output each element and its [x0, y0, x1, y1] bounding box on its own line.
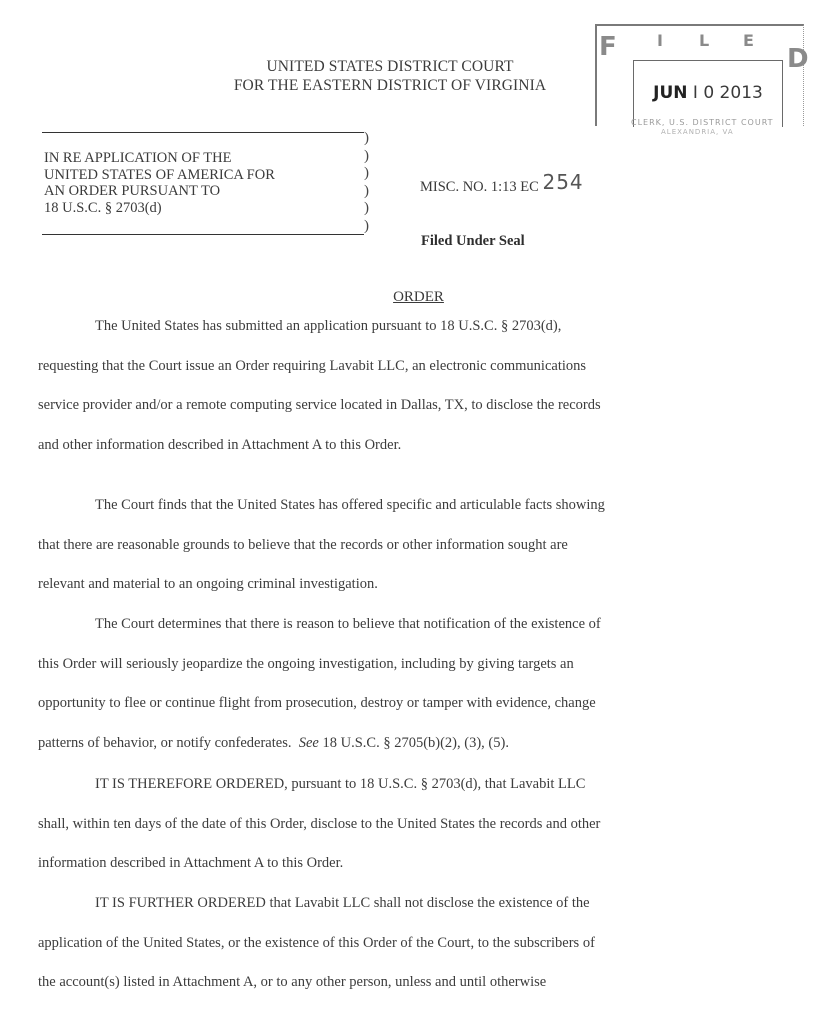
court-heading	[190, 57, 590, 95]
stamp-letter-e: E	[743, 31, 754, 50]
paragraph-application	[38, 307, 778, 466]
text-line: relevant and material to an ongoing criminal investigation.	[38, 576, 378, 593]
text-line: information described in Attachment A to this Order.	[38, 855, 344, 872]
paragraph-determination	[38, 605, 778, 764]
stamp-date	[634, 83, 782, 103]
caption-rule-bottom	[42, 234, 364, 235]
stamp-location: ALEXANDRIA, VA	[661, 128, 734, 136]
text-line: IT IS THEREFORE ORDERED, pursuant to 18 U.S.C. § 2703(d), that Lavabit LLC	[95, 776, 586, 792]
text-line: requesting that the Court issue an Order requiring Lavabit LLC, an electronic communications	[38, 357, 587, 374]
text-segment: patterns of behavior, or notify confederates.	[38, 735, 292, 752]
text-line: that there are reasonable grounds to believe that the records or other information sought are	[38, 536, 568, 553]
text-line: service provider and/or a remote computing service located in Dallas, TX, to disclose the records	[38, 397, 601, 414]
case-caption	[44, 150, 275, 216]
paren: )	[364, 130, 369, 146]
see-signal: See	[298, 735, 319, 752]
paragraph-therefore-ordered	[38, 765, 778, 884]
paren: )	[364, 147, 369, 164]
paragraph-findings	[38, 486, 778, 605]
stamp-letter-i: I	[657, 31, 663, 50]
seal-notice: Filed Under Seal	[421, 233, 525, 249]
stamp-letter-d: D	[787, 44, 809, 74]
order-title: ORDER	[393, 289, 444, 305]
text-line	[38, 724, 778, 764]
text-line: The Court finds that the United States has offered specific and articulable facts showing	[95, 497, 605, 513]
misc-label: MISC. NO. 1:13 EC	[420, 179, 539, 195]
caption-rule-top	[42, 132, 364, 133]
text-line: The Court determines that there is reason to believe that notification of the existence of	[95, 616, 601, 632]
caption-line: UNITED STATES OF AMERICA FOR	[44, 166, 275, 183]
citation: 18 U.S.C. § 2705(b)(2), (3), (5).	[322, 735, 509, 752]
stamp-letter-f: F	[599, 32, 617, 62]
paren: )	[364, 165, 369, 182]
stamp-day-year: I 0 2013	[692, 83, 763, 103]
stamp-clerk: CLERK, U.S. DISTRICT COURT	[631, 118, 774, 127]
text-line: IT IS FURTHER ORDERED that Lavabit LLC shall not disclose the existence of the	[95, 895, 590, 911]
text-line: application of the United States, or the existence of this Order of the Court, to the subscribers of	[38, 934, 595, 951]
caption-line: 18 U.S.C. § 2703(d)	[44, 199, 162, 216]
text-line: opportunity to flee or continue flight from prosecution, destroy or tamper with evidence, change	[38, 695, 596, 712]
misc-handwritten-number: 254	[542, 170, 584, 194]
stamp-letter-l: L	[699, 31, 710, 50]
caption-line: AN ORDER PURSUANT TO	[44, 183, 221, 199]
text-line: the account(s) listed in Attachment A, or to any other person, unless and until otherwise	[38, 974, 547, 991]
paren: )	[364, 182, 369, 199]
court-district: FOR THE EASTERN DISTRICT OF VIRGINIA	[233, 77, 547, 94]
paragraph-further-ordered	[38, 884, 778, 1003]
paren: )	[364, 217, 369, 234]
text-line: and other information described in Attachment A to this Order.	[38, 437, 402, 454]
caption-line: IN RE APPLICATION OF THE	[44, 150, 232, 166]
text-line: this Order will seriously jeopardize the ongoing investigation, including by giving targets an	[38, 655, 574, 672]
text-line: shall, within ten days of the date of this Order, disclose to the United States the records and other	[38, 815, 601, 832]
text-line: The United States has submitted an application pursuant to 18 U.S.C. § 2703(d),	[95, 318, 562, 334]
caption-parens	[364, 130, 369, 236]
stamp-date-box	[633, 60, 783, 127]
court-name: UNITED STATES DISTRICT COURT	[266, 58, 514, 75]
misc-number	[420, 172, 584, 196]
filed-stamp	[591, 20, 817, 136]
stamp-month: JUN	[653, 83, 688, 103]
paren: )	[364, 200, 369, 217]
